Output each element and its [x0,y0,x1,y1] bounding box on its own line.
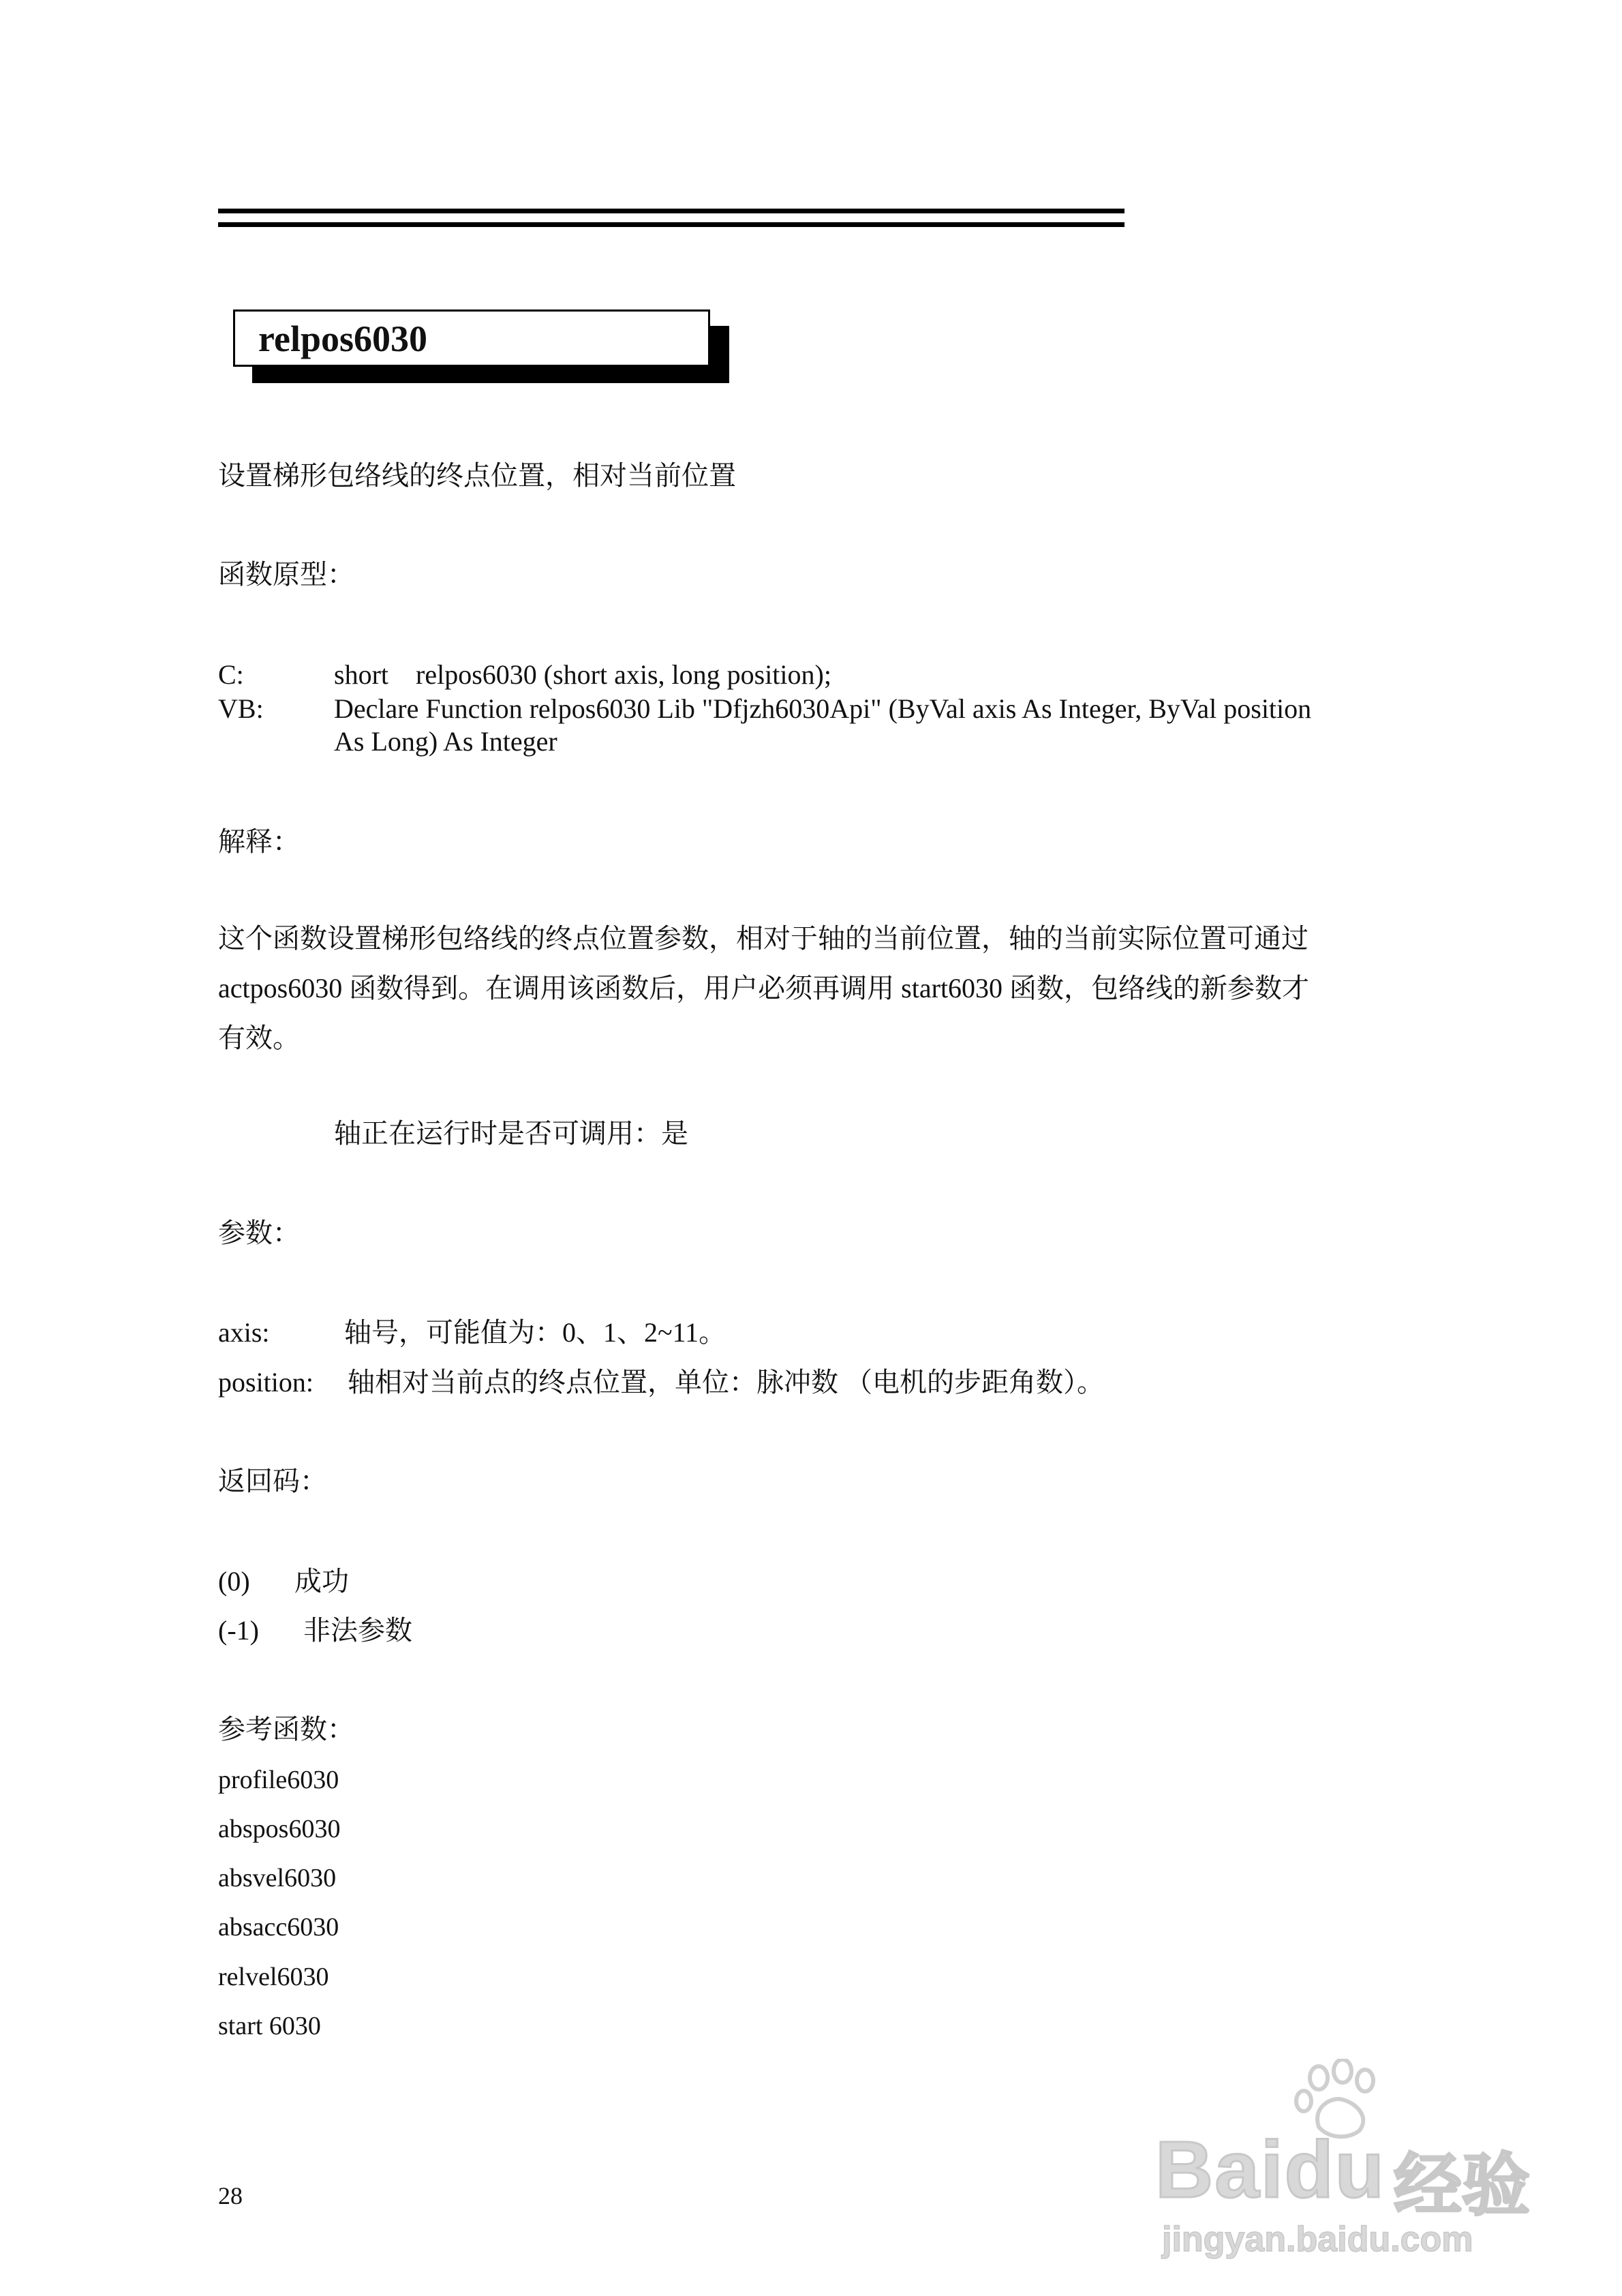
return-code-0-desc: 成功 [294,1566,349,1597]
prototype-vb-signature-line1: Declare Function relpos6030 Lib "Dfjzh6030Api" (ByVal axis As Integer, ByVal position [334,693,1312,724]
param-axis-desc: 轴号，可能值为：0、1、2~11。 [344,1317,726,1348]
function-title-box [233,309,710,367]
see-also-item: absvel6030 [218,1864,337,1892]
explanation-line-2: actpos6030 函数得到。在调用该函数后，用户必须再调用 start6030 函数，包络线的新参数才 [218,973,1310,1003]
explanation-line-3: 有效。 [218,1023,300,1053]
params-heading: 参数： [218,1218,300,1248]
baidu-jingyan-watermark [1155,2059,1537,2263]
explanation-paragraph [218,913,1377,1063]
explanation-heading: 解释： [218,826,300,857]
watermark-brand: 经验 [1394,2147,1530,2224]
param-position-desc: 轴相对当前点的终点位置，单位：脉冲数 （电机的步距角数）。 [348,1367,1104,1398]
prototype-vb-signature-line2: As Long) As Integer [334,726,557,757]
see-also-item: abspos6030 [218,1815,341,1843]
header-rule-top [218,209,1124,213]
page-number: 28 [218,2182,243,2209]
watermark-logo: Baidu [1155,2125,1386,2215]
prototype-vb-label: VB: [218,693,264,724]
prototype-c-label: C: [218,659,244,690]
return-code-neg1-desc: 非法参数 [303,1615,412,1646]
watermark-url: jingyan.baidu.com [1162,2220,1473,2259]
return-code-neg1-value: (-1) [218,1615,259,1646]
see-also-item: absacc6030 [218,1913,339,1942]
function-title: relpos6030 [258,318,428,359]
prototype-heading: 函数原型： [218,559,354,590]
see-also-heading: 参考函数： [218,1714,354,1744]
prototype-c-signature: short relpos6030 (short axis, long position); [334,659,831,690]
return-code-0-value: (0) [218,1566,250,1597]
param-position-name: position: [218,1367,314,1398]
return-heading: 返回码： [218,1466,327,1496]
see-also-item: relvel6030 [218,1963,329,1991]
function-description: 设置梯形包络线的终点位置，相对当前位置 [218,460,736,491]
explanation-line-1: 这个函数设置梯形包络线的终点位置参数，相对于轴的当前位置，轴的当前实际位置可通过 [218,923,1309,954]
param-axis-name: axis: [218,1317,270,1348]
see-also-item: start 6030 [218,2012,321,2040]
header-rule-bottom [218,222,1124,227]
see-also-item: profile6030 [218,1766,339,1794]
callable-while-running: 轴正在运行时是否可调用：是 [334,1118,688,1149]
